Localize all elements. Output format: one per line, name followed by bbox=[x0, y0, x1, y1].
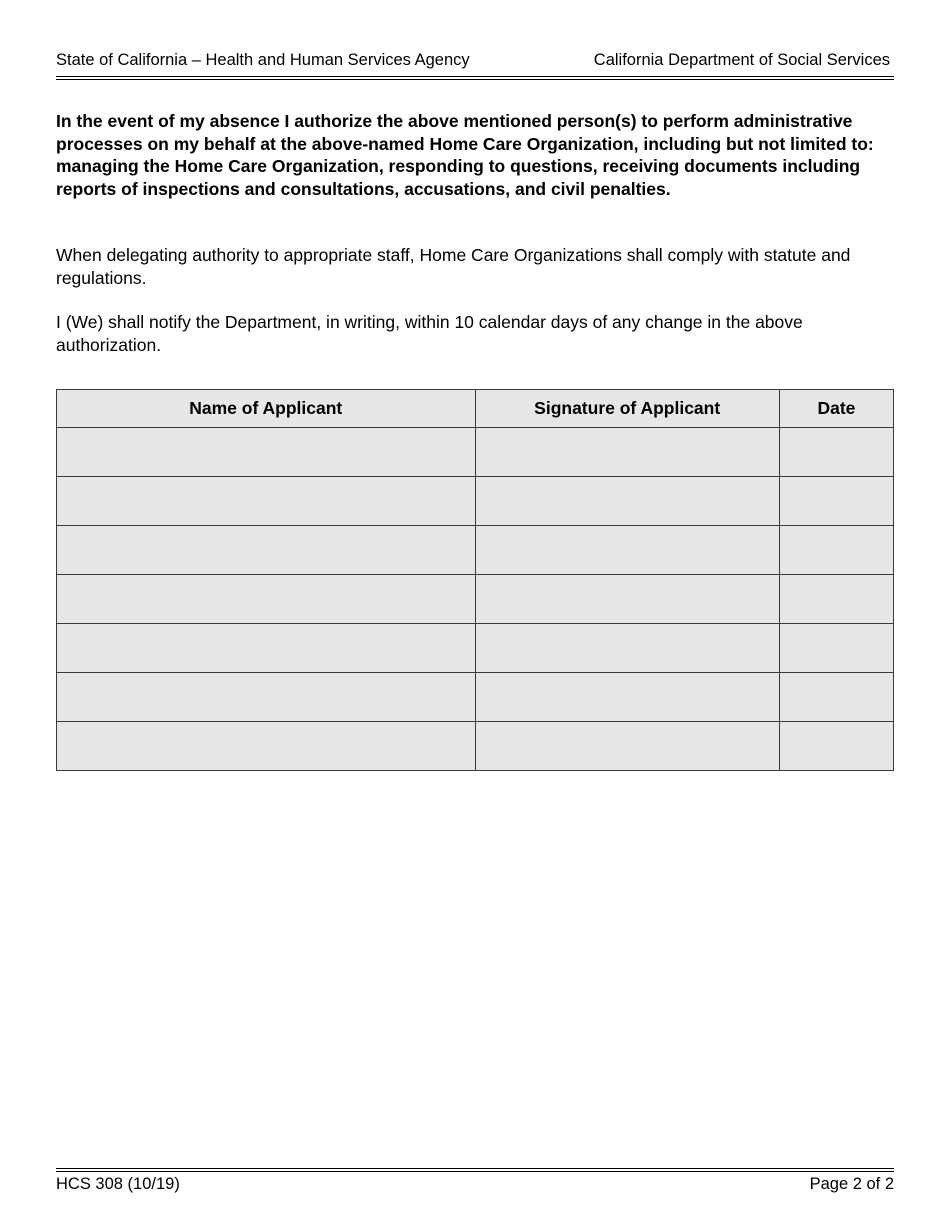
table-row bbox=[57, 673, 894, 722]
column-header-signature: Signature of Applicant bbox=[475, 390, 779, 428]
date-field[interactable] bbox=[779, 624, 893, 673]
name-field[interactable] bbox=[57, 428, 476, 477]
date-field[interactable] bbox=[779, 673, 893, 722]
date-field[interactable] bbox=[779, 722, 893, 771]
date-field[interactable] bbox=[779, 428, 893, 477]
signature-field[interactable] bbox=[475, 624, 779, 673]
signature-field[interactable] bbox=[475, 428, 779, 477]
page-header bbox=[56, 51, 890, 73]
agency-name: State of California – Health and Human Services Agency bbox=[56, 51, 470, 69]
date-field[interactable] bbox=[779, 477, 893, 526]
signature-field[interactable] bbox=[475, 477, 779, 526]
delegation-note: When delegating authority to appropriate staff, Home Care Organizations shall comply with statute and regulations. bbox=[56, 245, 851, 288]
table-row bbox=[57, 624, 894, 673]
table-row bbox=[57, 428, 894, 477]
signature-field[interactable] bbox=[475, 673, 779, 722]
footer-rule bbox=[56, 1168, 894, 1172]
page-number: Page 2 of 2 bbox=[809, 1175, 894, 1193]
signature-field[interactable] bbox=[475, 575, 779, 624]
name-field[interactable] bbox=[57, 722, 476, 771]
header-rule bbox=[56, 76, 894, 80]
table-row bbox=[57, 477, 894, 526]
name-field[interactable] bbox=[57, 575, 476, 624]
column-header-name: Name of Applicant bbox=[57, 390, 476, 428]
authorization-statement: In the event of my absence I authorize the above mentioned person(s) to perform administrative processes on my behalf at the above-named Home Care Organization, including but not limited to: managing the Home Care Organization, responding to questions, receiving documents including reports of inspections and consultations, accusations, and civil penalties. bbox=[56, 111, 874, 199]
name-field[interactable] bbox=[57, 526, 476, 575]
notification-note: I (We) shall notify the Department, in writing, within 10 calendar days of any change in the above authorization. bbox=[56, 312, 803, 355]
name-field[interactable] bbox=[57, 673, 476, 722]
form-id: HCS 308 (10/19) bbox=[56, 1175, 180, 1193]
table-row bbox=[57, 526, 894, 575]
signature-field[interactable] bbox=[475, 526, 779, 575]
table-row bbox=[57, 722, 894, 771]
column-header-date: Date bbox=[779, 390, 893, 428]
date-field[interactable] bbox=[779, 526, 893, 575]
table-header-row bbox=[57, 390, 894, 428]
signature-field[interactable] bbox=[475, 722, 779, 771]
table-row bbox=[57, 575, 894, 624]
date-field[interactable] bbox=[779, 575, 893, 624]
name-field[interactable] bbox=[57, 477, 476, 526]
department-name: California Department of Social Services bbox=[593, 51, 890, 69]
name-field[interactable] bbox=[57, 624, 476, 673]
applicant-signature-table bbox=[56, 389, 894, 771]
page-footer bbox=[56, 1175, 894, 1197]
